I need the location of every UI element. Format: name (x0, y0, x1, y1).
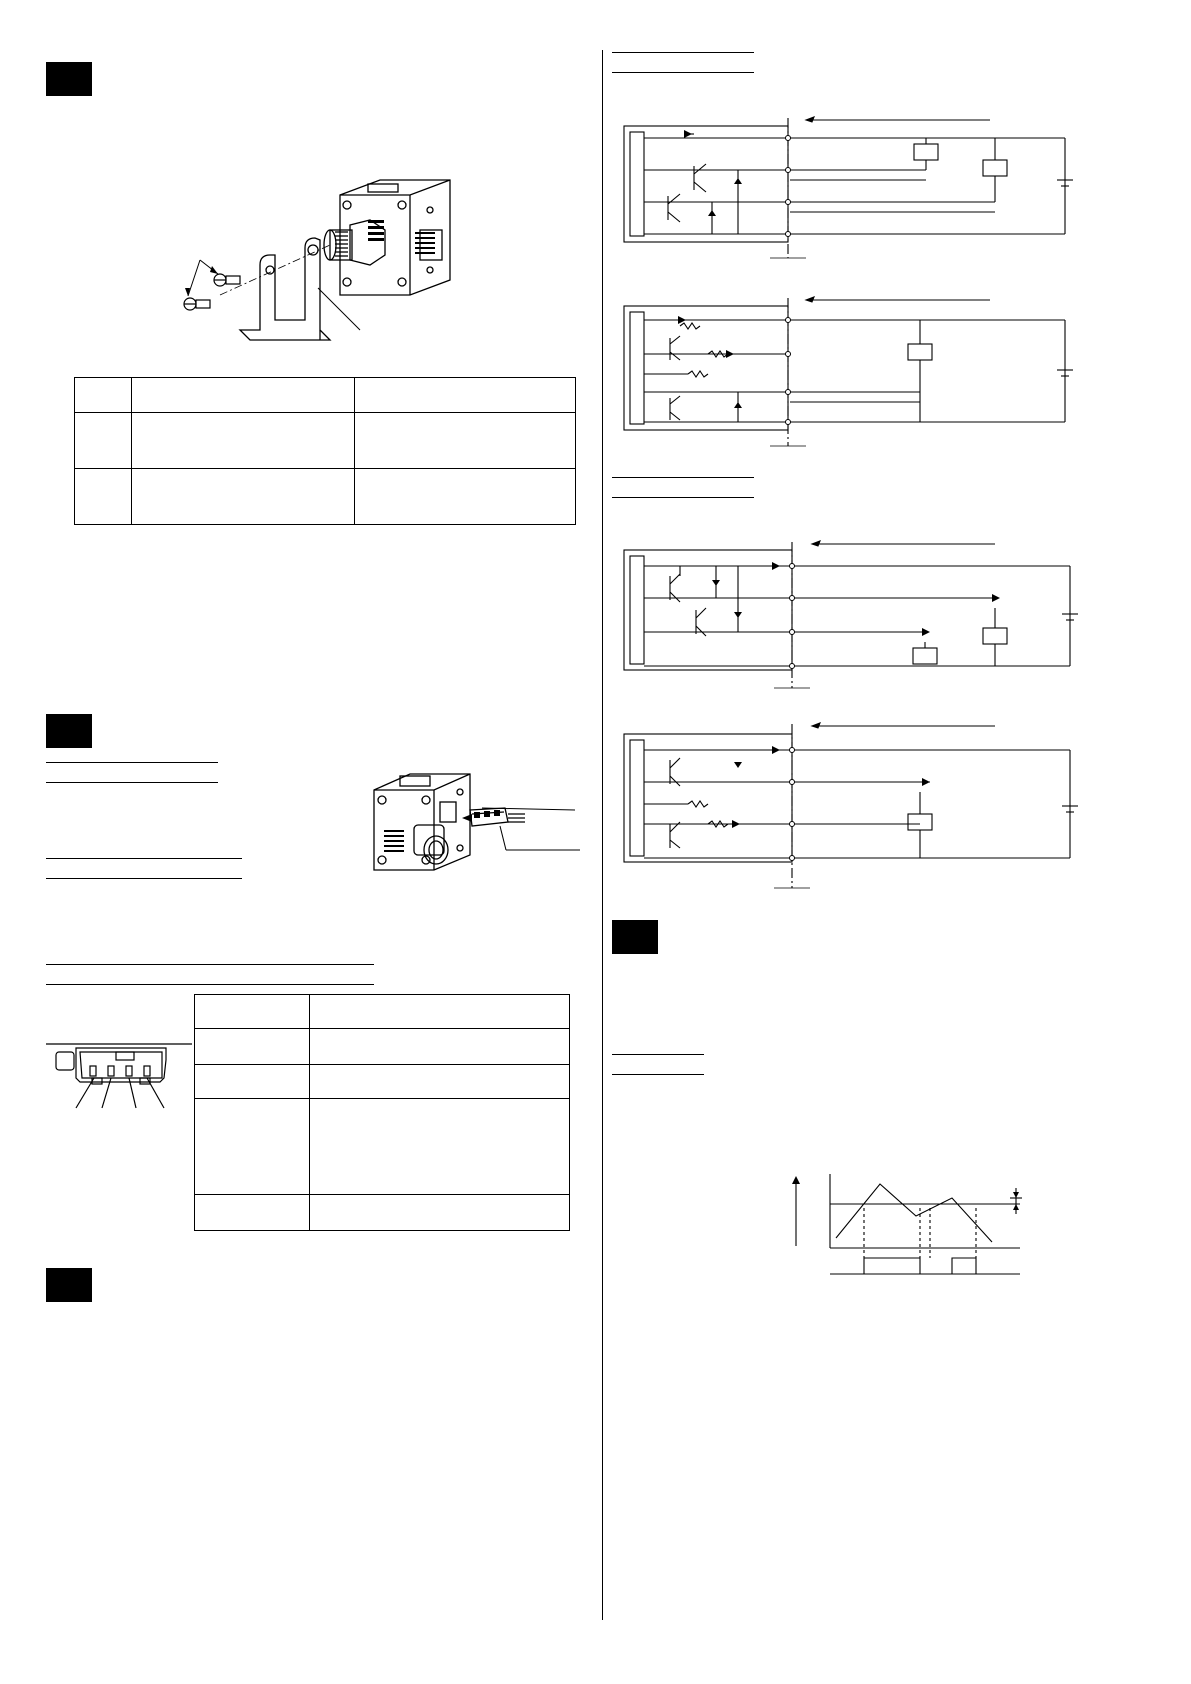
circuit-diagram-4 (620, 720, 1080, 890)
connector-table (194, 994, 570, 1231)
heading-underline (612, 1074, 704, 1075)
section-marker-mounting (46, 62, 92, 96)
heading-underline (46, 984, 374, 985)
section-marker-connection (46, 714, 92, 748)
heading-underline (612, 477, 754, 478)
circuit-diagram-3 (620, 536, 1080, 696)
connector-insertion-illustration (370, 770, 590, 880)
circuit-diagram-1 (620, 108, 1080, 268)
mounting-table (74, 377, 576, 525)
heading-underline (612, 72, 754, 73)
column-divider (602, 50, 603, 1620)
circuit-diagram-2 (620, 290, 1080, 450)
section-marker-installation (46, 1268, 92, 1302)
heading-underline (612, 1054, 704, 1055)
heading-underline (612, 497, 754, 498)
heading-underline (46, 762, 218, 763)
connector-pinout-illustration (46, 1038, 192, 1118)
heading-underline (46, 858, 242, 859)
heading-underline (46, 782, 218, 783)
heading-underline (612, 52, 754, 53)
hysteresis-waveform-graph (780, 1168, 1030, 1288)
bracket-mounting-illustration (180, 170, 540, 370)
heading-underline (46, 878, 242, 879)
heading-underline (46, 964, 374, 965)
section-marker-setting (612, 920, 658, 954)
